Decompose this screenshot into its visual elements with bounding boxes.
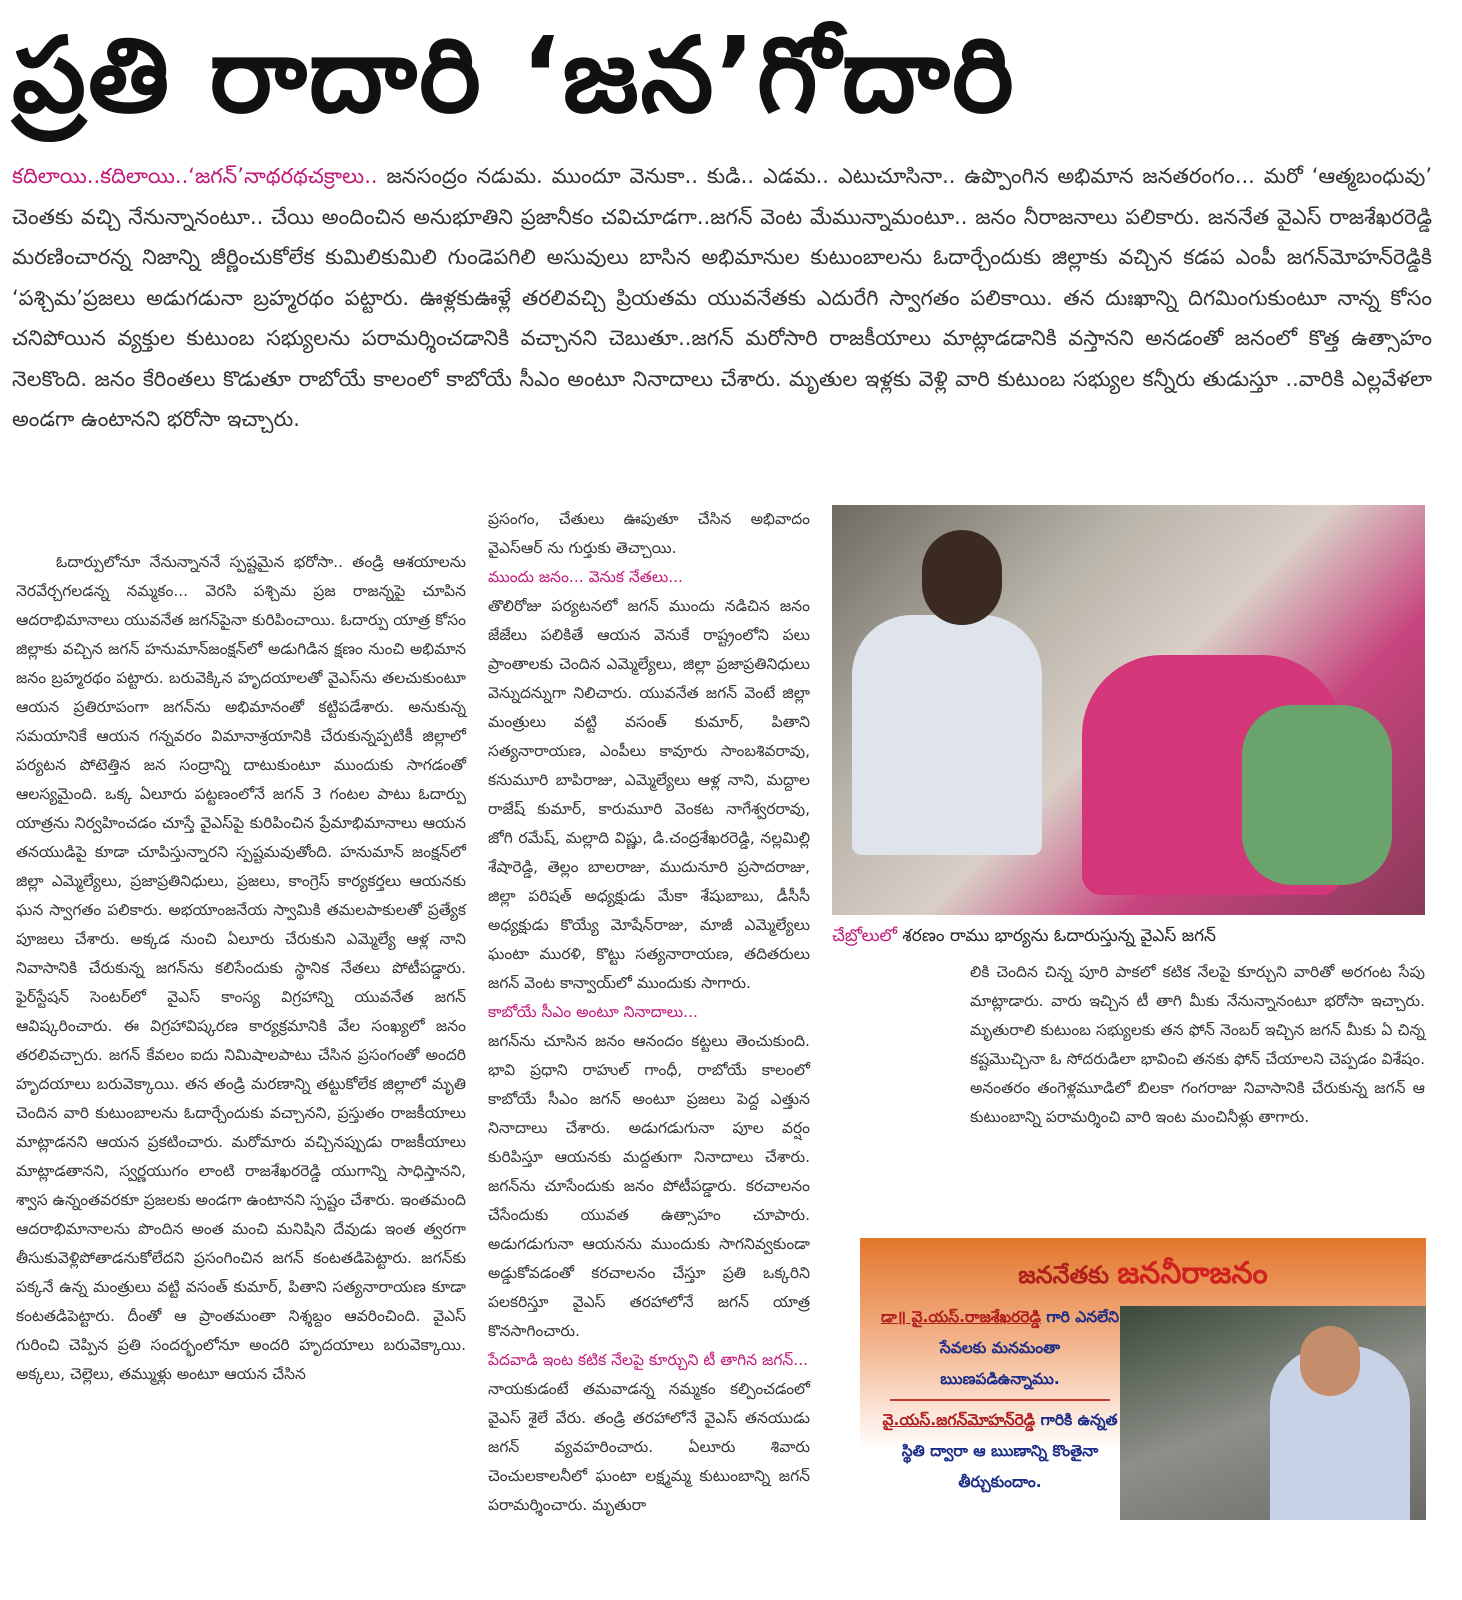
column-3-text: లికి చెందిన చిన్న పూరి పాకలో కటిక నేలపై కూర్చుని వారితో అరగంట సేపు మాట్లాడారు. వారు ఇచ్చిన టీ తాగి మీకు నేనున్నానంటూ భరోసా ఇచ్చారు. మృతురాలి కుటుంబ సభ్యులకు తన ఫోన్ నెంబర్ ఇచ్చిన జగన్ మీకు ఏ చిన్న కష్టమొచ్చినా ఓ సోదరుడిలా భావించి తనకు ఫోన్ చేయాలని చెప్పడం విశేషం. అనంతరం తంగెళ్లమూడిలో బిలకా గంగరాజు నివాసానికి చేరుకున్న జగన్ ఆ కుటుంబాన్ని పరామర్శించి వారి ఇంట మంచినీళ్లు తాగారు.	[970, 963, 1425, 1126]
ad-title	[860, 1254, 1426, 1295]
news-photo	[832, 505, 1425, 915]
caption-text: శరణం రాము భార్యను ఓదారుస్తున్న వైఎస్ జగన్	[897, 926, 1216, 946]
subheading: కాబోయే సీఎం అంటూ నినాదాలు...	[488, 1003, 698, 1021]
lead-paragraph	[12, 156, 1432, 440]
ad-name: డా॥ వై.యస్.రాజశేఖరరెడ్డి	[880, 1308, 1041, 1326]
ad-title-part: జననీరాజనం	[1117, 1256, 1268, 1291]
article-column-1	[16, 548, 466, 1389]
article-column-3	[970, 958, 1425, 1132]
ad-text	[880, 1302, 1120, 1498]
lead-kicker: కదిలాయి..కదిలాయి..‘జగన్’నాథరథచక్రాలు..	[12, 164, 378, 188]
ad-line: గారి ఎనలేని సేవలకు మనమంతా ఋణపడిఉన్నాము.	[939, 1308, 1120, 1388]
ad-title-part: జననేతకు	[1018, 1261, 1118, 1289]
ad-name: వై.యస్.జగన్‌మోహన్‌రెడ్డి	[882, 1411, 1036, 1429]
article-column-2	[488, 505, 810, 1520]
ad-divider	[890, 1399, 1110, 1401]
column-2-paragraph: నాయకుడంటే తమవాడన్న నమ్మకం కల్పించడంలో వైఎస్ శైలే వేరు. తండ్రి తరహాలోనే వైఎస్ తనయుడు జగన్ వ్యవహరించారు. ఏలూరు శివారు చెంచులకాలనీలో ఘంటా లక్ష్మమ్మ కుటుంబాన్ని జగన్ పరామర్శించారు. మృతురా	[488, 1380, 810, 1514]
caption-place: చేబ్రోలులో	[832, 926, 898, 946]
column-2-paragraph: ప్రసంగం, చేతులు ఊపుతూ చేసిన అభివాదం వైఎస్ఆర్ ను గుర్తుకు తెచ్చాయి.	[488, 510, 810, 557]
headline: ప్రతి రాదారి ‘జన’గోదారి	[12, 14, 1016, 136]
advertisement	[860, 1238, 1426, 1520]
subheading: ముందు జనం... వెనుక నేతలు...	[488, 568, 683, 586]
photo-caption	[832, 922, 1216, 950]
column-1-text: ఓదార్పులోనూ నేనున్నాననే స్పష్టమైన భరోసా.. తండ్రి ఆశయాలను నెరవేర్చగలడన్న నమ్మకం... వెరసి పశ్చిమ ప్రజ రాజన్నపై చూపిన ఆదరాభిమానాలు యువనేత జగన్‌పైనా కురిపించాయి. ఓదార్పు యాత్ర కోసం జిల్లాకు వచ్చిన జగన్ హనుమాన్‌జంక్షన్‌లో అడుగిడిన క్షణం నుంచి అభిమాన జనం బ్రహ్మరథం పట్టారు. బరువెక్కిన హృదయాలతో వైఎస్‌ను తలచుకుంటూ ఆయన ప్రతిరూపంగా జగన్‌ను అభిమానంతో కట్టిపడేశారు. అనుకున్న సమయానికే ఆయన గన్నవరం విమానాశ్రయానికి చేరుకున్నప్పటికీ జిల్లాలో పర్యటన పోటెత్తిన జన సంద్రాన్ని దాటుకుంటూ ముందుకు సాగడంతో ఆలస్యమైంది. ఒక్క ఏలూరు పట్టణంలోనే జగన్ 3 గంటల పాటు ఓదార్పు యాత్రను నిర్వహించడం చూస్తే వైఎస్‌పై కురిపించిన ప్రేమాభిమానాలు ఆయన తనయుడిపై కూడా చూపిస్తున్నారని స్పష్టమవుతోంది. హనుమాన్ జంక్షన్‌లో జిల్లా ఎమ్మెల్యేలు, ప్రజాప్రతినిధులు, ప్రజలు, కాంగ్రెస్ కార్యకర్తలు ఆయనకు ఘన స్వాగతం పలికారు. అభయాంజనేయ స్వామికి తమలపాకులతో ప్రత్యేక పూజలు చేశారు. అక్కడ నుంచి ఏలూరు చేరుకుని ఎమ్మెల్యే ఆళ్ల నాని నివాసానికి చేరుకున్న జగన్‌ను కలిసేందుకు స్థానిక నేతలు పోటీపడ్డారు. ఫైర్‌స్టేషన్ సెంటర్‌లో వైఎస్ కాంస్య విగ్రహాన్ని యువనేత జగన్ ఆవిష్కరించారు. ఈ విగ్రహావిష్కరణ కార్యక్రమానికి వేల సంఖ్యలో జనం తరలివచ్చారు. జగన్ కేవలం ఐదు నిమిషాలపాటు చేసిన ప్రసంగంతో అందరి హృదయాలు బరువెక్కాయి. తన తండ్రి మరణాన్ని తట్టుకోలేక జిల్లాలో మృతి చెందిన వారి కుటుంబాలను ఓదార్చేందుకు వచ్చానని, ప్రస్తుతం రాజకీయాలు మాట్లాడనని ఆయన ప్రకటించారు. మరోమారు వచ్చినప్పుడు రాజకీయాలు మాట్లాడతానని, స్వర్ణయుగం లాంటి రాజశేఖరరెడ్డి యుగాన్ని సాధిస్తానని, శ్వాస ఉన్నంతవరకూ ప్రజలకు అండగా ఉంటానని స్పష్టం చేశారు. ఇంతమంది ఆదరాభిమానాలను పొందిన అంత మంచి మనిషిని దేవుడు ఇంత త్వరగా తీసుకువెళ్లిపోతాడనుకోలేదని ప్రసంగించిన జగన్ కంటతడిపెట్టారు. జగన్‌కు పక్కనే ఉన్న మంత్రులు వట్టి వసంత్ కుమార్, పితాని సత్యనారాయణ కూడా కంటతడిపెట్టారు. దీంతో ఆ ప్రాంతమంతా నిశ్శబ్దం ఆవరించింది. వైఎస్ గురించి చెప్పిన ప్రతి సందర్భంలోనూ అందరి హృదయాలు బరువెక్కాయి. అక్కలు, చెల్లెలు, తమ్ముళ్లు అంటూ ఆయన చేసిన	[16, 553, 466, 1383]
column-2-paragraph: జగన్‌ను చూసిన జనం ఆనందం కట్టలు తెంచుకుంది. భావి ప్రధాని రాహుల్ గాంధీ, రాబోయే కాలంలో కాబోయే సీఎం జగన్ అంటూ ప్రజలు పెద్ద ఎత్తున నినాదాలు చేశారు. అడుగడుగునా పూల వర్షం కురిపిస్తూ ఆయనకు మద్దతుగా నినాదాలు చేశారు. జగన్‌ను చూసేందుకు జనం పోటీపడ్డారు. కరచాలనం చేసేందుకు యువత ఉత్సాహం చూపారు. అడుగడుగునా ఆయనను ముందుకు సాగనివ్వకుండా అడ్డుకోవడంతో కరచాలనం చేస్తూ ప్రతి ఒక్కరిని పలకరిస్తూ వైఎస్ తరహాలోనే జగన్ యాత్ర కొనసాగించారు.	[488, 1032, 810, 1340]
column-2-paragraph: తొలిరోజు పర్యటనలో జగన్ ముందు నడిచిన జనం జేజేలు పలికితే ఆయన వెనుకే రాష్ట్రంలోని పలు ప్రాంతాలకు చెందిన ఎమ్మెల్యేలు, జిల్లా ప్రజాప్రతినిధులు వెన్నుదన్నుగా నిలిచారు. యువనేత జగన్ వెంటే జిల్లా మంత్రులు వట్టి వసంత్ కుమార్, పితాని సత్యనారాయణ, ఎంపీలు కావూరు సాంబశివరావు, కనుమూరి బాపిరాజు, ఎమ్మెల్యేలు ఆళ్ల నాని, మద్దాల రాజేష్ కుమార్, కారుమూరి వెంకట నాగేశ్వరరావు, జోగి రమేష్, మల్లాది విష్ణు, డి.చంద్రశేఖరరెడ్డి, నల్లమిల్లి శేషారెడ్డి, తెల్లం బాలరాజు, ముదునూరి ప్రసాదరాజు, జిల్లా పరిషత్ అధ్యక్షుడు మేకా శేషుబాబు, డీసీసీ అధ్యక్షుడు కొయ్యే మోషేన్‌రాజు, మాజీ ఎమ్మెల్యేలు ఘంటా మురళి, కొట్టు సత్యనారాయణ, తదితరులు జగన్ వెంట కాన్వాయ్‌లో ముందుకు సాగారు.	[488, 597, 810, 992]
subheading: పేదవాడి ఇంట కటిక నేలపై కూర్చుని టీ తాగిన జగన్...	[488, 1351, 809, 1369]
lead-text: జనసంద్రం నడుమ. ముందూ వెనుకా.. కుడి.. ఎడమ.. ఎటుచూసినా.. ఉప్పొంగిన అభిమాన జనతరంగం... మరో ‘ఆత్మబంధువు’ చెంతకు వచ్చి నేనున్నానంటూ.. చేయి అందించిన అనుభూతిని ప్రజానీకం చవిచూడగా..జగన్ వెంట మేమున్నామంటూ.. జనం నీరాజనాలు పలికారు. జననేత వైఎస్ రాజశేఖరరెడ్డి మరణించారన్న నిజాన్ని జీర్ణించుకోలేక కుమిలికుమిలి గుండెపగిలి అసువులు బాసిన అభిమానుల కుటుంబాలను ఓదార్చేందుకు జిల్లాకు వచ్చిన కడప ఎంపీ జగన్‌మోహన్‌రెడ్డికి ‘పశ్చిమ’ప్రజలు అడుగడునా బ్రహ్మరథం పట్టారు. ఊళ్లకుఊళ్లే తరలివచ్చి ప్రియతమ యువనేతకు ఎదురేగి స్వాగతం పలికాయి. తన దుఃఖాన్ని దిగమింగుకుంటూ నాన్న కోసం చనిపోయిన వ్యక్తుల కుటుంబ సభ్యులను పరామర్శించడానికి వచ్చానని చెబుతూ..జగన్ మరోసారి రాజకీయాలు మాట్లాడడానికి వస్తానని అనడంతో జనంలో కొత్త ఉత్సాహం నెలకొంది. జనం కేరింతలు కొడుతూ రాబోయే కాలంలో కాబోయే సీఎం అంటూ నినాదాలు చేశారు. మృతుల ఇళ్లకు వెళ్లి వారి కుటుంబ సభ్యుల కన్నీరు తుడుస్తూ ..వారికి ఎల్లవేళలా అండగా ఉంటానని భరోసా ఇచ్చారు.	[12, 164, 1432, 431]
ad-line: గారికి ఉన్నత స్థితి ద్వారా ఆ ఋణాన్ని కొంతైనా తీర్చుకుందాం.	[901, 1411, 1118, 1491]
ad-photo	[1120, 1306, 1426, 1520]
